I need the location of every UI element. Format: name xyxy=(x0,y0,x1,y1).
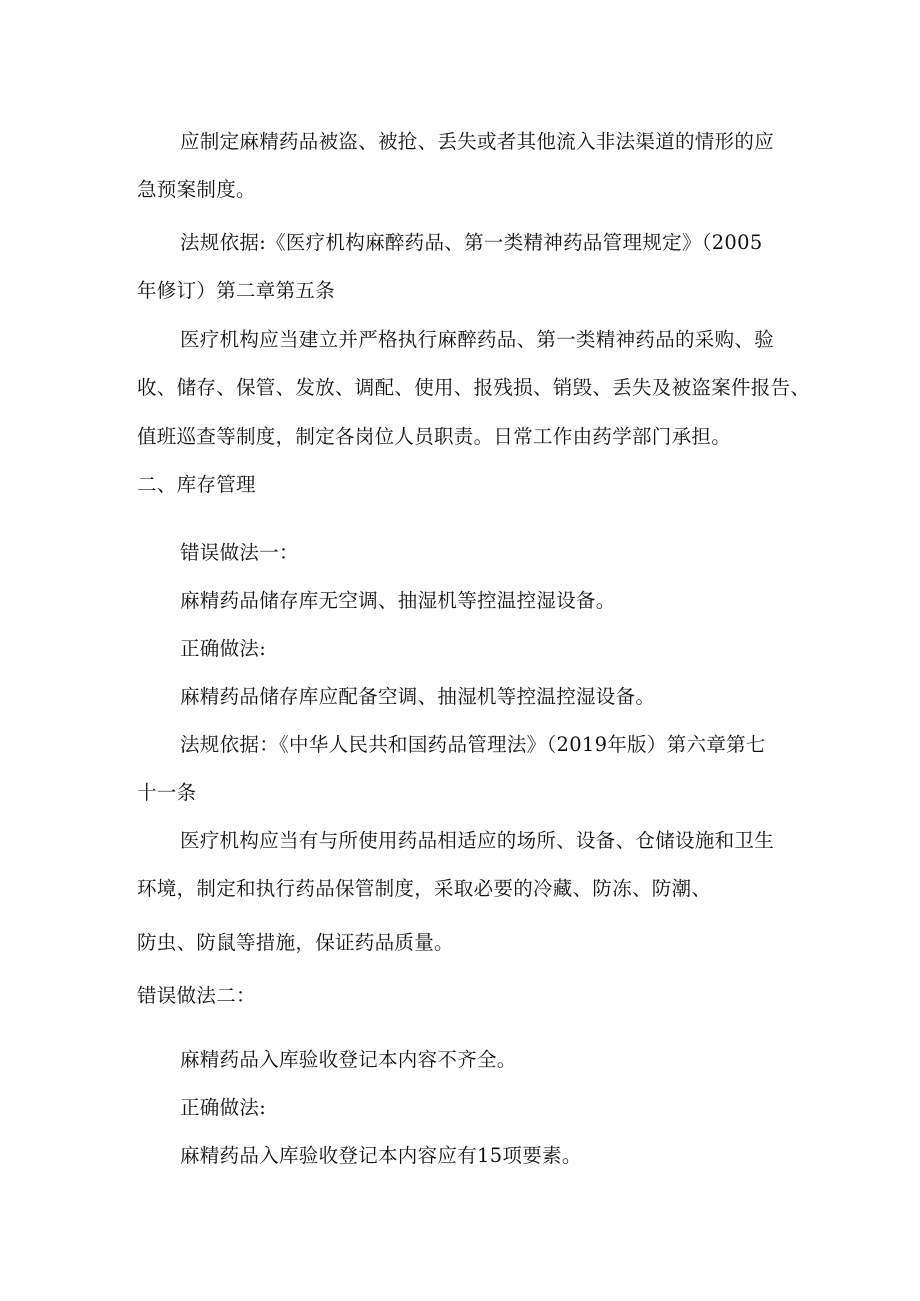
legal-basis-2-line2: 十一条 xyxy=(137,781,197,804)
correct-practice-1-text: 麻精药品储存库应配备空调、抽湿机等控温控湿设备。 xyxy=(180,685,656,708)
regulation-text-1-line1: 医疗机构应当建立并严格执行麻醉药品、第一类精神药品的采购、验 xyxy=(180,328,775,351)
regulation-text-2-line3: 防虫、防鼠等措施，保证药品质量。 xyxy=(137,931,454,954)
correct-practice-2-heading: 正确做法: xyxy=(180,1096,267,1119)
regulation-text-1-line3: 值班巡查等制度，制定各岗位人员职责。日常工作由药学部门承担。 xyxy=(137,425,732,448)
section-heading-inventory: 二、库存管理 xyxy=(137,473,256,496)
regulation-text-2-line2: 环境，制定和执行药品保管制度，采取必要的冷藏、防冻、防潮、 xyxy=(137,877,712,900)
paragraph-emergency-plan-line1: 应制定麻精药品被盗、被抢、丢失或者其他流入非法渠道的情形的应 xyxy=(180,130,775,153)
legal-basis-1-line2: 年修订）第二章第五条 xyxy=(137,279,336,302)
wrong-practice-1-heading: 错误做法一： xyxy=(180,541,299,564)
correct-practice-2-text: 麻精药品入库验收登记本内容应有15项要素。 xyxy=(180,1144,582,1167)
correct-practice-1-heading: 正确做法: xyxy=(180,637,267,660)
wrong-practice-2-text: 麻精药品入库验收登记本内容不齐全。 xyxy=(180,1048,517,1071)
regulation-text-2-line1: 医疗机构应当有与所使用药品相适应的场所、设备、仓储设施和卫生 xyxy=(180,829,775,852)
wrong-practice-2-heading: 错误做法二： xyxy=(137,984,256,1007)
paragraph-emergency-plan-line2: 急预案制度。 xyxy=(137,178,256,201)
wrong-practice-1-text: 麻精药品储存库无空调、抽湿机等控温控湿设备。 xyxy=(180,589,616,612)
legal-basis-2-line1: 法规依据：《中华人民共和国药品管理法》（2019年版）第六章第七 xyxy=(180,733,766,756)
legal-basis-1-line1: 法规依据:《医疗机构麻醉药品、第一类精神药品管理规定》（2005 xyxy=(180,231,763,254)
regulation-text-1-line2: 收、储存、保管、发放、调配、使用、报残损、销毁、丢失及被盗案件报告、 xyxy=(137,376,811,399)
